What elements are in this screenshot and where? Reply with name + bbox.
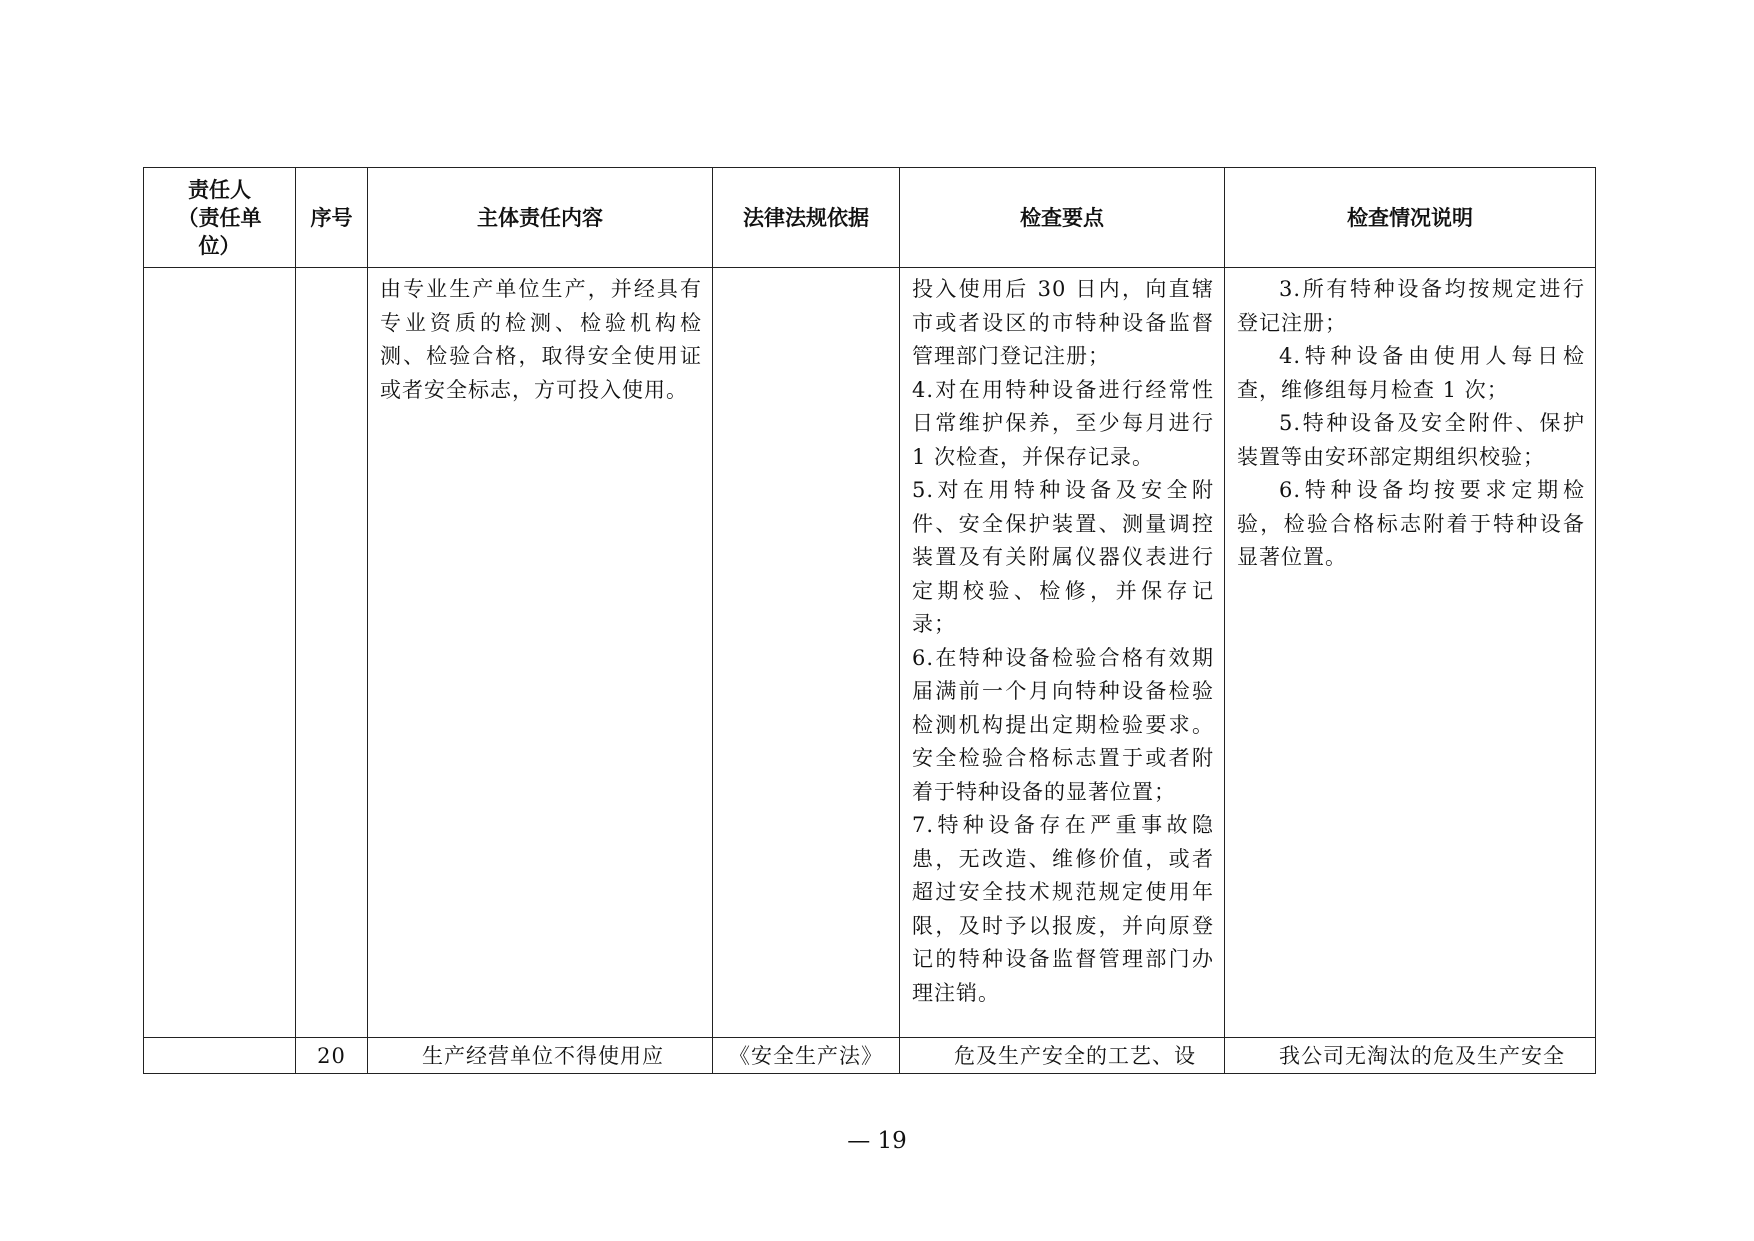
cell-content: 生产经营单位不得使用应 bbox=[368, 1037, 713, 1073]
cell-status: 我公司无淘汰的危及生产安全 bbox=[1225, 1037, 1596, 1073]
header-legal: 法律法规依据 bbox=[713, 168, 900, 268]
table-header-row bbox=[144, 168, 1596, 268]
cell-responsible bbox=[144, 268, 296, 1038]
header-content: 主体责任内容 bbox=[368, 168, 713, 268]
checkpoint-item: 5.对在用特种设备及安全附件、安全保护装置、测量调控装置及有关附属仪器仪表进行定期校验、检修，并保存记录； bbox=[912, 478, 1214, 636]
status-item: 5.特种设备及安全附件、保护装置等由安环部定期组织校验； bbox=[1237, 411, 1585, 469]
cell-checkpoints: 危及生产安全的工艺、设 bbox=[900, 1037, 1225, 1073]
cell-legal: 《安全生产法》 bbox=[713, 1037, 900, 1073]
cell-status bbox=[1225, 268, 1596, 1038]
status-item: 6.特种设备均按要求定期检验，检验合格标志附着于特种设备显著位置。 bbox=[1237, 478, 1585, 569]
cell-checkpoints bbox=[900, 268, 1225, 1038]
header-checkpoints: 检查要点 bbox=[900, 168, 1225, 268]
table-row bbox=[144, 1037, 1596, 1073]
checkpoint-item: 4.对在用特种设备进行经常性日常维护保养，至少每月进行 1 次检查，并保存记录。 bbox=[912, 377, 1214, 469]
cell-seq: 20 bbox=[296, 1037, 368, 1073]
cell-legal bbox=[713, 268, 900, 1038]
checkpoint-item: 7.特种设备存在严重事故隐患，无改造、维修价值，或者超过安全技术规范规定使用年限，及时予以报废，并向原登记的特种设备监督管理部门办理注销。 bbox=[912, 813, 1214, 1005]
page-number: — 19 bbox=[847, 1128, 907, 1154]
header-status: 检查情况说明 bbox=[1225, 168, 1596, 268]
status-item: 3.所有特种设备均按规定进行登记注册； bbox=[1237, 277, 1585, 335]
table-row bbox=[144, 268, 1596, 1038]
cell-content: 由专业生产单位生产，并经具有专业资质的检测、检验机构检测、检验合格，取得安全使用证或者安全标志，方可投入使用。 bbox=[368, 268, 713, 1038]
checkpoint-item: 6.在特种设备检验合格有效期届满前一个月向特种设备检验检测机构提出定期检验要求。安全检验合格标志置于或者附着于特种设备的显著位置； bbox=[912, 645, 1214, 804]
status-item: 4.特种设备由使用人每日检查，维修组每月检查 1 次； bbox=[1237, 344, 1585, 402]
cell-responsible bbox=[144, 1037, 296, 1073]
header-responsible: 责任人 （责任单 位） bbox=[144, 168, 296, 268]
checkpoint-item: 投入使用后 30 日内，向直辖市或者设区的市特种设备监督管理部门登记注册； bbox=[912, 277, 1214, 368]
header-seq: 序号 bbox=[296, 168, 368, 268]
responsibility-table bbox=[143, 167, 1596, 1074]
cell-seq bbox=[296, 268, 368, 1038]
